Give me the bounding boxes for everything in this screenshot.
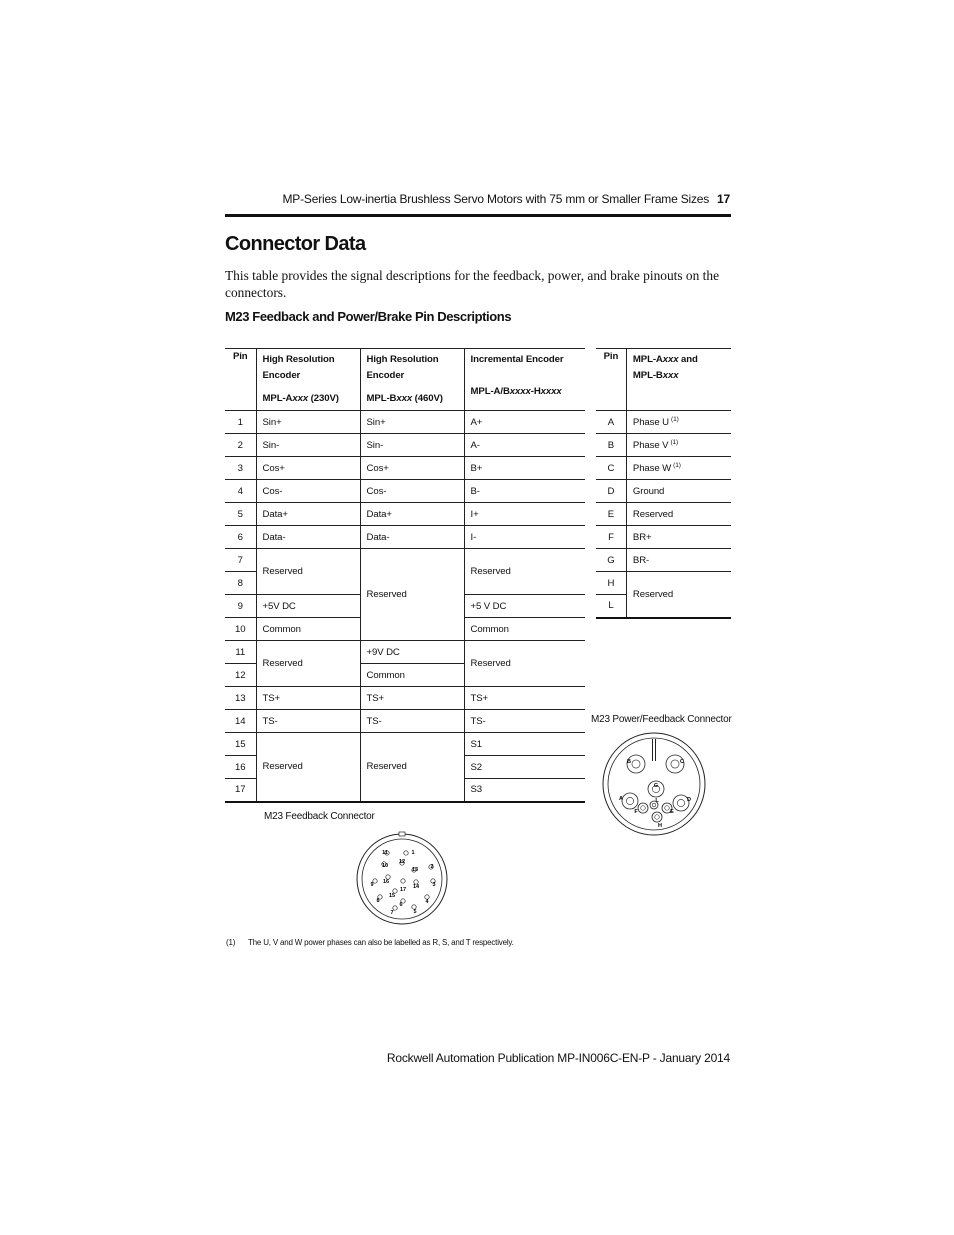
pin-contact-E <box>665 806 670 811</box>
signal-hr-230v: Data- <box>256 526 360 549</box>
pin-letter: E <box>596 503 626 526</box>
table-row <box>596 526 731 549</box>
signal-hr-230v: Common <box>256 618 360 641</box>
signal-incremental: A+ <box>464 411 585 434</box>
pin-letter: G <box>596 549 626 572</box>
pin-letter: C <box>596 457 626 480</box>
signal-hr-230v: Reserved <box>256 733 360 802</box>
pin-number: 17 <box>225 779 256 802</box>
running-header-title: MP-Series Low-inertia Brushless Servo Motors with 75 mm or Smaller Frame Sizes <box>282 192 710 206</box>
pin-socket-F <box>638 803 648 813</box>
pin-number: 9 <box>225 595 256 618</box>
pin-number: 15 <box>225 733 256 756</box>
pin-label-9: 9 <box>370 882 374 888</box>
table-row <box>225 480 585 503</box>
footnote <box>226 938 514 947</box>
pin-number: 8 <box>225 572 256 595</box>
connector-key <box>399 832 405 836</box>
col-header-incremental-line1: Incremental Encoder <box>470 354 564 365</box>
signal-incremental: I- <box>464 526 585 549</box>
power-connector-diagram <box>601 731 707 837</box>
col-header-hr-230v-voltage: (230V) <box>308 393 339 404</box>
signal-incremental: S1 <box>464 733 585 756</box>
pin-socket-A <box>622 793 638 809</box>
signal-power <box>626 434 731 457</box>
power-table-header <box>596 349 731 411</box>
signal-hr-460v: Cos- <box>360 480 464 503</box>
feedback-pin-table <box>225 348 585 803</box>
pin-number: 10 <box>225 618 256 641</box>
pin-contact-C <box>671 760 679 768</box>
header-rule <box>225 214 731 217</box>
signal-hr-460v: +9V DC <box>360 641 464 664</box>
signal-power: BR+ <box>626 526 731 549</box>
col-header-hr-230v-line1: High Resolution <box>262 354 335 365</box>
power-pin-table <box>596 348 731 619</box>
page-footer: Rockwell Automation Publication MP-IN006C-EN-P - January 2014 <box>386 1051 730 1065</box>
pin-letter: B <box>596 434 626 457</box>
col-header-power-model <box>626 349 731 411</box>
pin-number: 2 <box>225 434 256 457</box>
table-row <box>596 572 731 595</box>
feedback-connector-diagram <box>354 830 450 926</box>
signal-power: Reserved <box>626 503 731 526</box>
table-row <box>225 411 585 434</box>
col-header-hr-460v <box>360 349 464 411</box>
pin-label-12: 12 <box>398 859 406 865</box>
pin-number: 13 <box>225 687 256 710</box>
signal-incremental: TS+ <box>464 687 585 710</box>
pin-socket-1 <box>404 851 408 855</box>
page-title: Connector Data <box>225 233 366 255</box>
signal-incremental: S3 <box>464 779 585 802</box>
col-header-incremental-model-h: -H <box>530 386 541 397</box>
pin-number: 7 <box>225 549 256 572</box>
pin-letter: F <box>596 526 626 549</box>
signal-hr-460v: Reserved <box>360 549 464 641</box>
footnote-text: The U, V and W power phases can also be labelled as R, S, and T respectively. <box>248 938 514 947</box>
signal-hr-460v: Common <box>360 664 464 687</box>
signal-incremental: I+ <box>464 503 585 526</box>
signal-power: BR- <box>626 549 731 572</box>
col-header-hr-230v <box>256 349 360 411</box>
pin-letter: H <box>596 572 626 595</box>
signal-hr-230v: Cos+ <box>256 457 360 480</box>
table-row <box>225 733 585 756</box>
pin-label-H: H <box>658 823 662 829</box>
pin-contact-H <box>655 815 660 820</box>
col-header-pin: Pin <box>225 349 256 411</box>
pin-label-15: 15 <box>388 893 396 899</box>
table-row <box>596 411 731 434</box>
col-header-hr-230v-model-var: xxx <box>292 393 309 404</box>
signal-hr-460v: TS+ <box>360 687 464 710</box>
table-row <box>596 480 731 503</box>
col-header-hr-230v-model: MPL-A <box>262 393 293 404</box>
signal-hr-230v: Sin+ <box>256 411 360 434</box>
pin-number: 6 <box>225 526 256 549</box>
pin-letter: A <box>596 411 626 434</box>
signal-power <box>626 457 731 480</box>
pin-label-10: 10 <box>381 863 389 869</box>
intro-paragraph: This table provides the signal descriptions for the feedback, power, and brake pinouts on the connectors. <box>225 268 720 300</box>
power-pin-group <box>619 755 691 829</box>
signal-incremental: Common <box>464 618 585 641</box>
signal-hr-230v: Cos- <box>256 480 360 503</box>
signal-hr-230v: Reserved <box>256 641 360 687</box>
pin-label-B: B <box>627 759 631 765</box>
col-header-model-b-var: xxx <box>662 370 679 381</box>
table-row <box>225 641 585 664</box>
pin-letter: D <box>596 480 626 503</box>
pin-label-2: 2 <box>430 864 434 870</box>
pin-number: 4 <box>225 480 256 503</box>
signal-hr-230v: Reserved <box>256 549 360 595</box>
table-row <box>596 434 731 457</box>
pin-label-D: D <box>687 797 691 803</box>
col-header-pin: Pin <box>596 349 626 411</box>
signal-hr-460v: Reserved <box>360 733 464 802</box>
signal-hr-460v: Cos+ <box>360 457 464 480</box>
pin-contact-A <box>626 797 633 804</box>
signal-hr-460v: Data+ <box>360 503 464 526</box>
pin-number: 16 <box>225 756 256 779</box>
col-header-hr-230v-line2: Encoder <box>262 370 301 381</box>
running-header <box>283 192 730 206</box>
table-row <box>225 503 585 526</box>
col-header-incremental-model-var1: xxxx <box>509 386 531 397</box>
col-header-incremental <box>464 349 585 411</box>
signal-incremental: A- <box>464 434 585 457</box>
signal-hr-230v: Data+ <box>256 503 360 526</box>
footnote-number: (1) <box>226 938 236 947</box>
pin-label-G: G <box>653 783 659 789</box>
col-header-incremental-model: MPL-A/B <box>470 386 510 397</box>
signal-hr-460v: Sin+ <box>360 411 464 434</box>
pin-number: 1 <box>225 411 256 434</box>
signal-power <box>626 411 731 434</box>
pin-label-11: 11 <box>382 850 388 856</box>
footnote-ref: (1) <box>671 415 679 423</box>
pin-label-8: 8 <box>376 898 380 904</box>
signal-text: Phase U <box>632 417 669 429</box>
pin-number: 11 <box>225 641 256 664</box>
pin-label-17: 17 <box>399 887 407 893</box>
signal-incremental: S2 <box>464 756 585 779</box>
feedback-pin-group <box>370 850 435 916</box>
signal-hr-460v: Sin- <box>360 434 464 457</box>
pin-label-7: 7 <box>390 910 394 916</box>
signal-power: Reserved <box>626 572 731 618</box>
pin-label-5: 5 <box>413 909 417 915</box>
pin-contact-B <box>632 760 640 768</box>
col-header-hr-460v-line1: High Resolution <box>366 354 439 365</box>
col-header-incremental-model-var2: xxxx <box>540 386 562 397</box>
table-row <box>225 549 585 572</box>
pin-label-F: F <box>634 809 638 815</box>
table-row <box>596 457 731 480</box>
pin-number: 12 <box>225 664 256 687</box>
col-header-model-a-var: xxx <box>662 354 679 365</box>
pin-socket-H <box>652 812 662 822</box>
col-header-model-and: and <box>678 354 698 365</box>
table-row <box>596 503 731 526</box>
signal-incremental: B- <box>464 480 585 503</box>
col-header-hr-460v-model: MPL-B <box>366 393 397 404</box>
pin-label-L: L <box>655 798 659 804</box>
col-header-hr-460v-voltage: (460V) <box>412 393 443 404</box>
signal-text: Phase V <box>632 440 669 452</box>
page-number: 17 <box>717 192 730 206</box>
signal-incremental: B+ <box>464 457 585 480</box>
table-row <box>596 549 731 572</box>
table-row <box>225 710 585 733</box>
pin-label-13: 13 <box>411 867 419 873</box>
pin-number: 14 <box>225 710 256 733</box>
signal-power: Ground <box>626 480 731 503</box>
pin-label-E: E <box>670 809 674 815</box>
signal-hr-230v: TS+ <box>256 687 360 710</box>
table-caption: M23 Feedback and Power/Brake Pin Descriptions <box>225 309 512 324</box>
signal-hr-460v: TS- <box>360 710 464 733</box>
table-row <box>225 457 585 480</box>
pin-letter: L <box>596 595 626 618</box>
signal-hr-230v: Sin- <box>256 434 360 457</box>
signal-hr-460v: Data- <box>360 526 464 549</box>
signal-hr-230v: +5V DC <box>256 595 360 618</box>
signal-incremental: Reserved <box>464 641 585 687</box>
pin-number: 3 <box>225 457 256 480</box>
pin-label-3: 3 <box>432 882 436 888</box>
footnote-ref: (1) <box>670 438 679 446</box>
table-row <box>225 687 585 710</box>
pin-label-4: 4 <box>425 899 429 905</box>
signal-hr-230v: TS- <box>256 710 360 733</box>
signal-incremental: Reserved <box>464 549 585 595</box>
col-header-model-b: MPL-B <box>632 370 663 381</box>
feedback-table-header <box>225 349 585 411</box>
pin-label-6: 6 <box>399 902 403 908</box>
feedback-connector-label: M23 Feedback Connector <box>264 811 375 822</box>
table-row <box>225 526 585 549</box>
pin-label-C: C <box>680 759 684 765</box>
col-header-hr-460v-model-var: xxx <box>396 393 413 404</box>
table-row <box>225 434 585 457</box>
signal-text: Phase W <box>632 463 672 475</box>
signal-incremental: +5 V DC <box>464 595 585 618</box>
col-header-hr-460v-line2: Encoder <box>366 370 405 381</box>
pin-number: 5 <box>225 503 256 526</box>
power-connector-label: M23 Power/Feedback Connector <box>591 714 732 725</box>
pin-socket-17 <box>401 879 405 883</box>
pin-label-16: 16 <box>382 879 390 885</box>
pin-label-14: 14 <box>412 884 420 890</box>
signal-incremental: TS- <box>464 710 585 733</box>
pin-contact-F <box>641 806 646 811</box>
footnote-ref: (1) <box>673 461 681 469</box>
pin-contact-D <box>677 799 684 806</box>
col-header-model-a: MPL-A <box>632 354 663 365</box>
pin-label-1: 1 <box>411 850 415 856</box>
pin-label-A: A <box>619 796 623 802</box>
